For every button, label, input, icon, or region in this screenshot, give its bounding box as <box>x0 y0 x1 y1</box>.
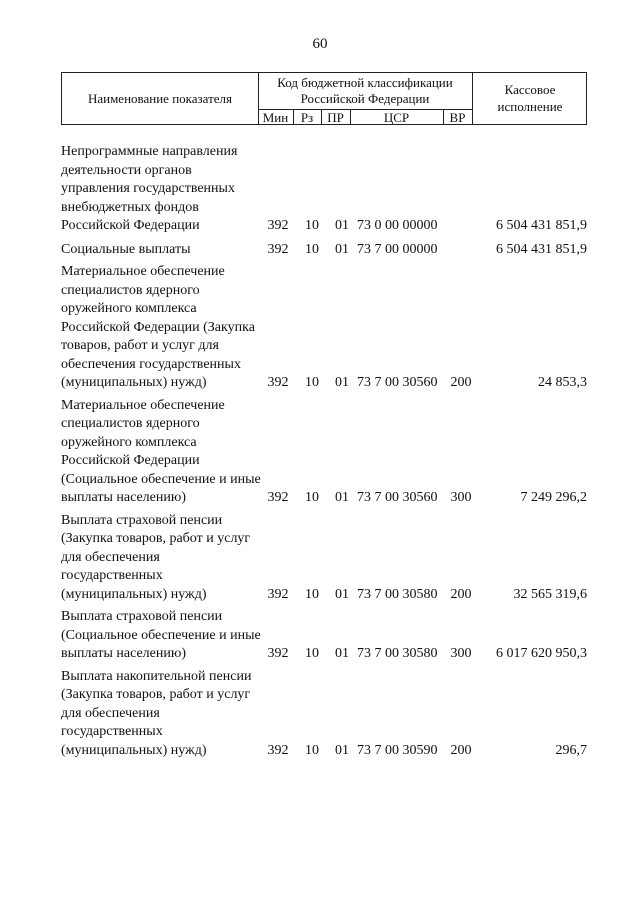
table-row <box>61 241 587 260</box>
row-pr: 01 <box>335 375 349 390</box>
header-pr: ПР <box>327 110 344 125</box>
row-sum: 32 565 319,6 <box>513 586 587 602</box>
table-row <box>61 608 587 664</box>
table-row <box>61 668 587 761</box>
row-sum: 296,7 <box>555 742 587 758</box>
row-rz: 10 <box>305 490 319 505</box>
row-rz: 10 <box>305 218 319 233</box>
row-csr: 73 7 00 30560 <box>357 375 438 390</box>
row-csr: 73 7 00 00000 <box>357 241 438 257</box>
row-min: 392 <box>267 241 289 257</box>
row-name: Выплата накопительной пенсии (Закупка товаров, работ и услуг для обеспечения государственных (муниципальных) нужд) <box>61 668 252 758</box>
row-vr: 300 <box>450 646 472 661</box>
table-body <box>61 143 587 760</box>
header-rz: Рз <box>300 110 314 125</box>
row-name: Материальное обеспечение специалистов ядерного оружейного комплекса Российской Федерации (Социальное обеспечение и иные выплаты населению) <box>61 397 261 505</box>
row-vr: 200 <box>450 742 472 758</box>
row-sum: 6 504 431 851,9 <box>496 218 587 233</box>
row-name: Непрограммные направления деятельности органов управления государственных внебюджетных фондов Российской Федерации <box>61 144 238 233</box>
table-header <box>61 72 587 125</box>
row-min: 392 <box>267 490 289 505</box>
row-pr: 01 <box>335 742 349 758</box>
table-row <box>61 397 587 508</box>
row-vr: 300 <box>450 490 472 505</box>
row-rz: 10 <box>305 586 319 602</box>
header-name-column: Наименование показателя <box>87 91 233 106</box>
page-number: 60 <box>312 36 328 52</box>
table-row <box>61 263 587 393</box>
row-pr: 01 <box>335 646 349 661</box>
row-csr: 73 0 00 00000 <box>357 218 438 233</box>
row-sum: 6 504 431 851,9 <box>496 241 587 257</box>
header-cash-line1: Кассовое <box>504 82 556 97</box>
header-code-group-line2: Российской Федерации <box>300 91 430 106</box>
row-rz: 10 <box>305 742 319 758</box>
row-csr: 73 7 00 30580 <box>357 586 438 602</box>
row-csr: 73 7 00 30580 <box>357 646 438 661</box>
row-sum: 24 853,3 <box>538 375 587 390</box>
row-name: Материальное обеспечение специалистов ядерного оружейного комплекса Российской Федерации (Закупка товаров, работ и услуг для обеспечения государственных (муниципальных) нужд) <box>61 264 255 390</box>
row-rz: 10 <box>305 375 319 390</box>
header-cash-line2: исполнение <box>497 99 563 114</box>
row-name: Выплата страховой пенсии (Закупка товаров, работ и услуг для обеспечения государственных (муниципальных) нужд) <box>61 512 251 602</box>
row-pr: 01 <box>335 586 349 602</box>
header-vr: ВР <box>449 110 466 125</box>
table-row <box>61 512 587 605</box>
row-pr: 01 <box>335 241 349 257</box>
row-vr: 200 <box>450 375 472 390</box>
row-min: 392 <box>267 646 289 661</box>
row-name: Выплата страховой пенсии (Социальное обеспечение и иные выплаты населению) <box>61 609 261 661</box>
row-rz: 10 <box>305 241 319 257</box>
row-min: 392 <box>267 218 289 233</box>
header-csr: ЦСР <box>383 110 410 125</box>
table-row <box>61 143 587 236</box>
row-min: 392 <box>267 586 289 602</box>
row-csr: 73 7 00 30560 <box>357 490 438 505</box>
row-pr: 01 <box>335 218 349 233</box>
row-min: 392 <box>267 742 289 758</box>
row-pr: 01 <box>335 490 349 505</box>
row-sum: 6 017 620 950,3 <box>496 646 587 661</box>
row-sum: 7 249 296,2 <box>520 490 587 505</box>
row-min: 392 <box>267 375 289 390</box>
header-code-group-line1: Код бюджетной классификации <box>277 75 453 90</box>
header-min: Мин <box>262 110 289 125</box>
row-rz: 10 <box>305 646 319 661</box>
row-csr: 73 7 00 30590 <box>357 742 438 758</box>
row-name: Социальные выплаты <box>61 241 191 257</box>
row-vr: 200 <box>450 586 472 602</box>
